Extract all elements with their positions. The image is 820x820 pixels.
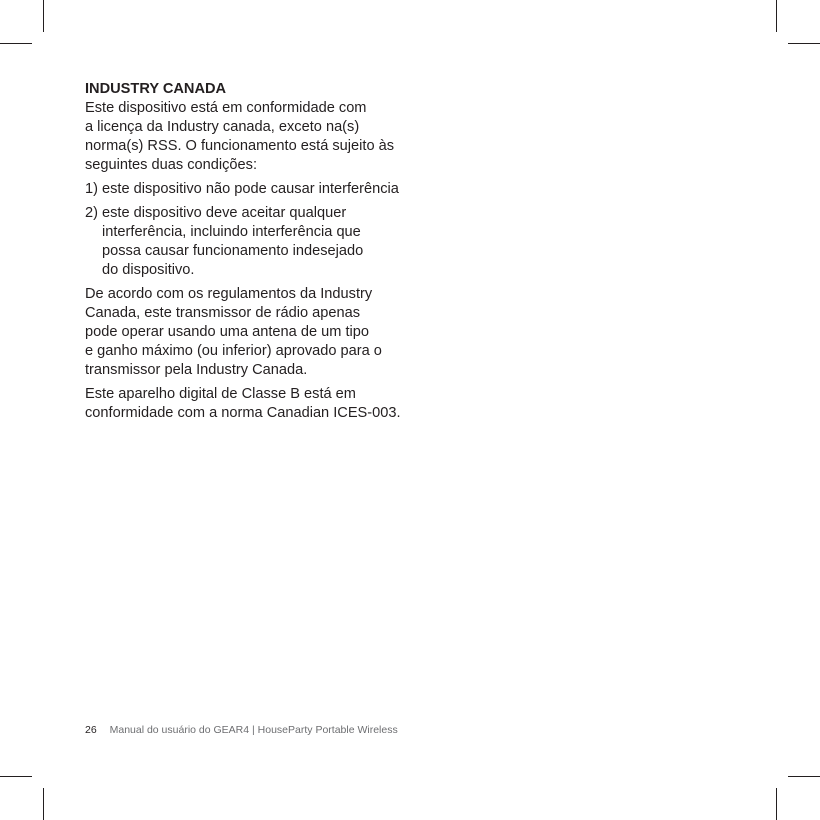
footer-title: Manual do usuário do GEAR4 | HouseParty Portable Wireless — [109, 724, 398, 736]
page-number: 26 — [85, 724, 97, 736]
crop-mark-bottom-right-horizontal — [788, 776, 820, 777]
condition-number: 1) — [85, 181, 98, 197]
condition-text: este dispositivo deve aceitar qualquer interferência, incluindo interferência que possa causar funcionamento indesejado do dispositivo. — [102, 205, 364, 278]
crop-mark-top-left-vertical — [43, 0, 44, 32]
condition-number: 2) — [85, 205, 98, 221]
intro-paragraph: Este dispositivo está em conformidade com a licença da Industry canada, exceto na(s) norma(s) RSS. O funcionamento está sujeito às seguintes duas condições: — [85, 100, 395, 173]
ices-paragraph: Este aparelho digital de Classe B está em conformidade com a norma Canadian ICES-003. — [85, 386, 401, 421]
condition-item-2 — [85, 204, 415, 280]
crop-mark-top-left-horizontal — [0, 43, 32, 44]
condition-item-1 — [85, 180, 415, 199]
crop-mark-top-right-horizontal — [788, 43, 820, 44]
document-body — [85, 80, 415, 428]
crop-mark-bottom-left-horizontal — [0, 776, 32, 777]
page-footer — [85, 723, 398, 737]
regulation-paragraph: De acordo com os regulamentos da Industry Canada, este transmissor de rádio apenas pode operar usando uma antena de um tipo e ganho máximo (ou inferior) aprovado para o transmissor pela Industry Canada. — [85, 286, 382, 378]
crop-mark-bottom-right-vertical — [776, 788, 777, 820]
crop-mark-top-right-vertical — [776, 0, 777, 32]
condition-text: este dispositivo não pode causar interferência — [102, 181, 399, 197]
section-heading: INDUSTRY CANADA — [85, 81, 227, 97]
crop-mark-bottom-left-vertical — [43, 788, 44, 820]
